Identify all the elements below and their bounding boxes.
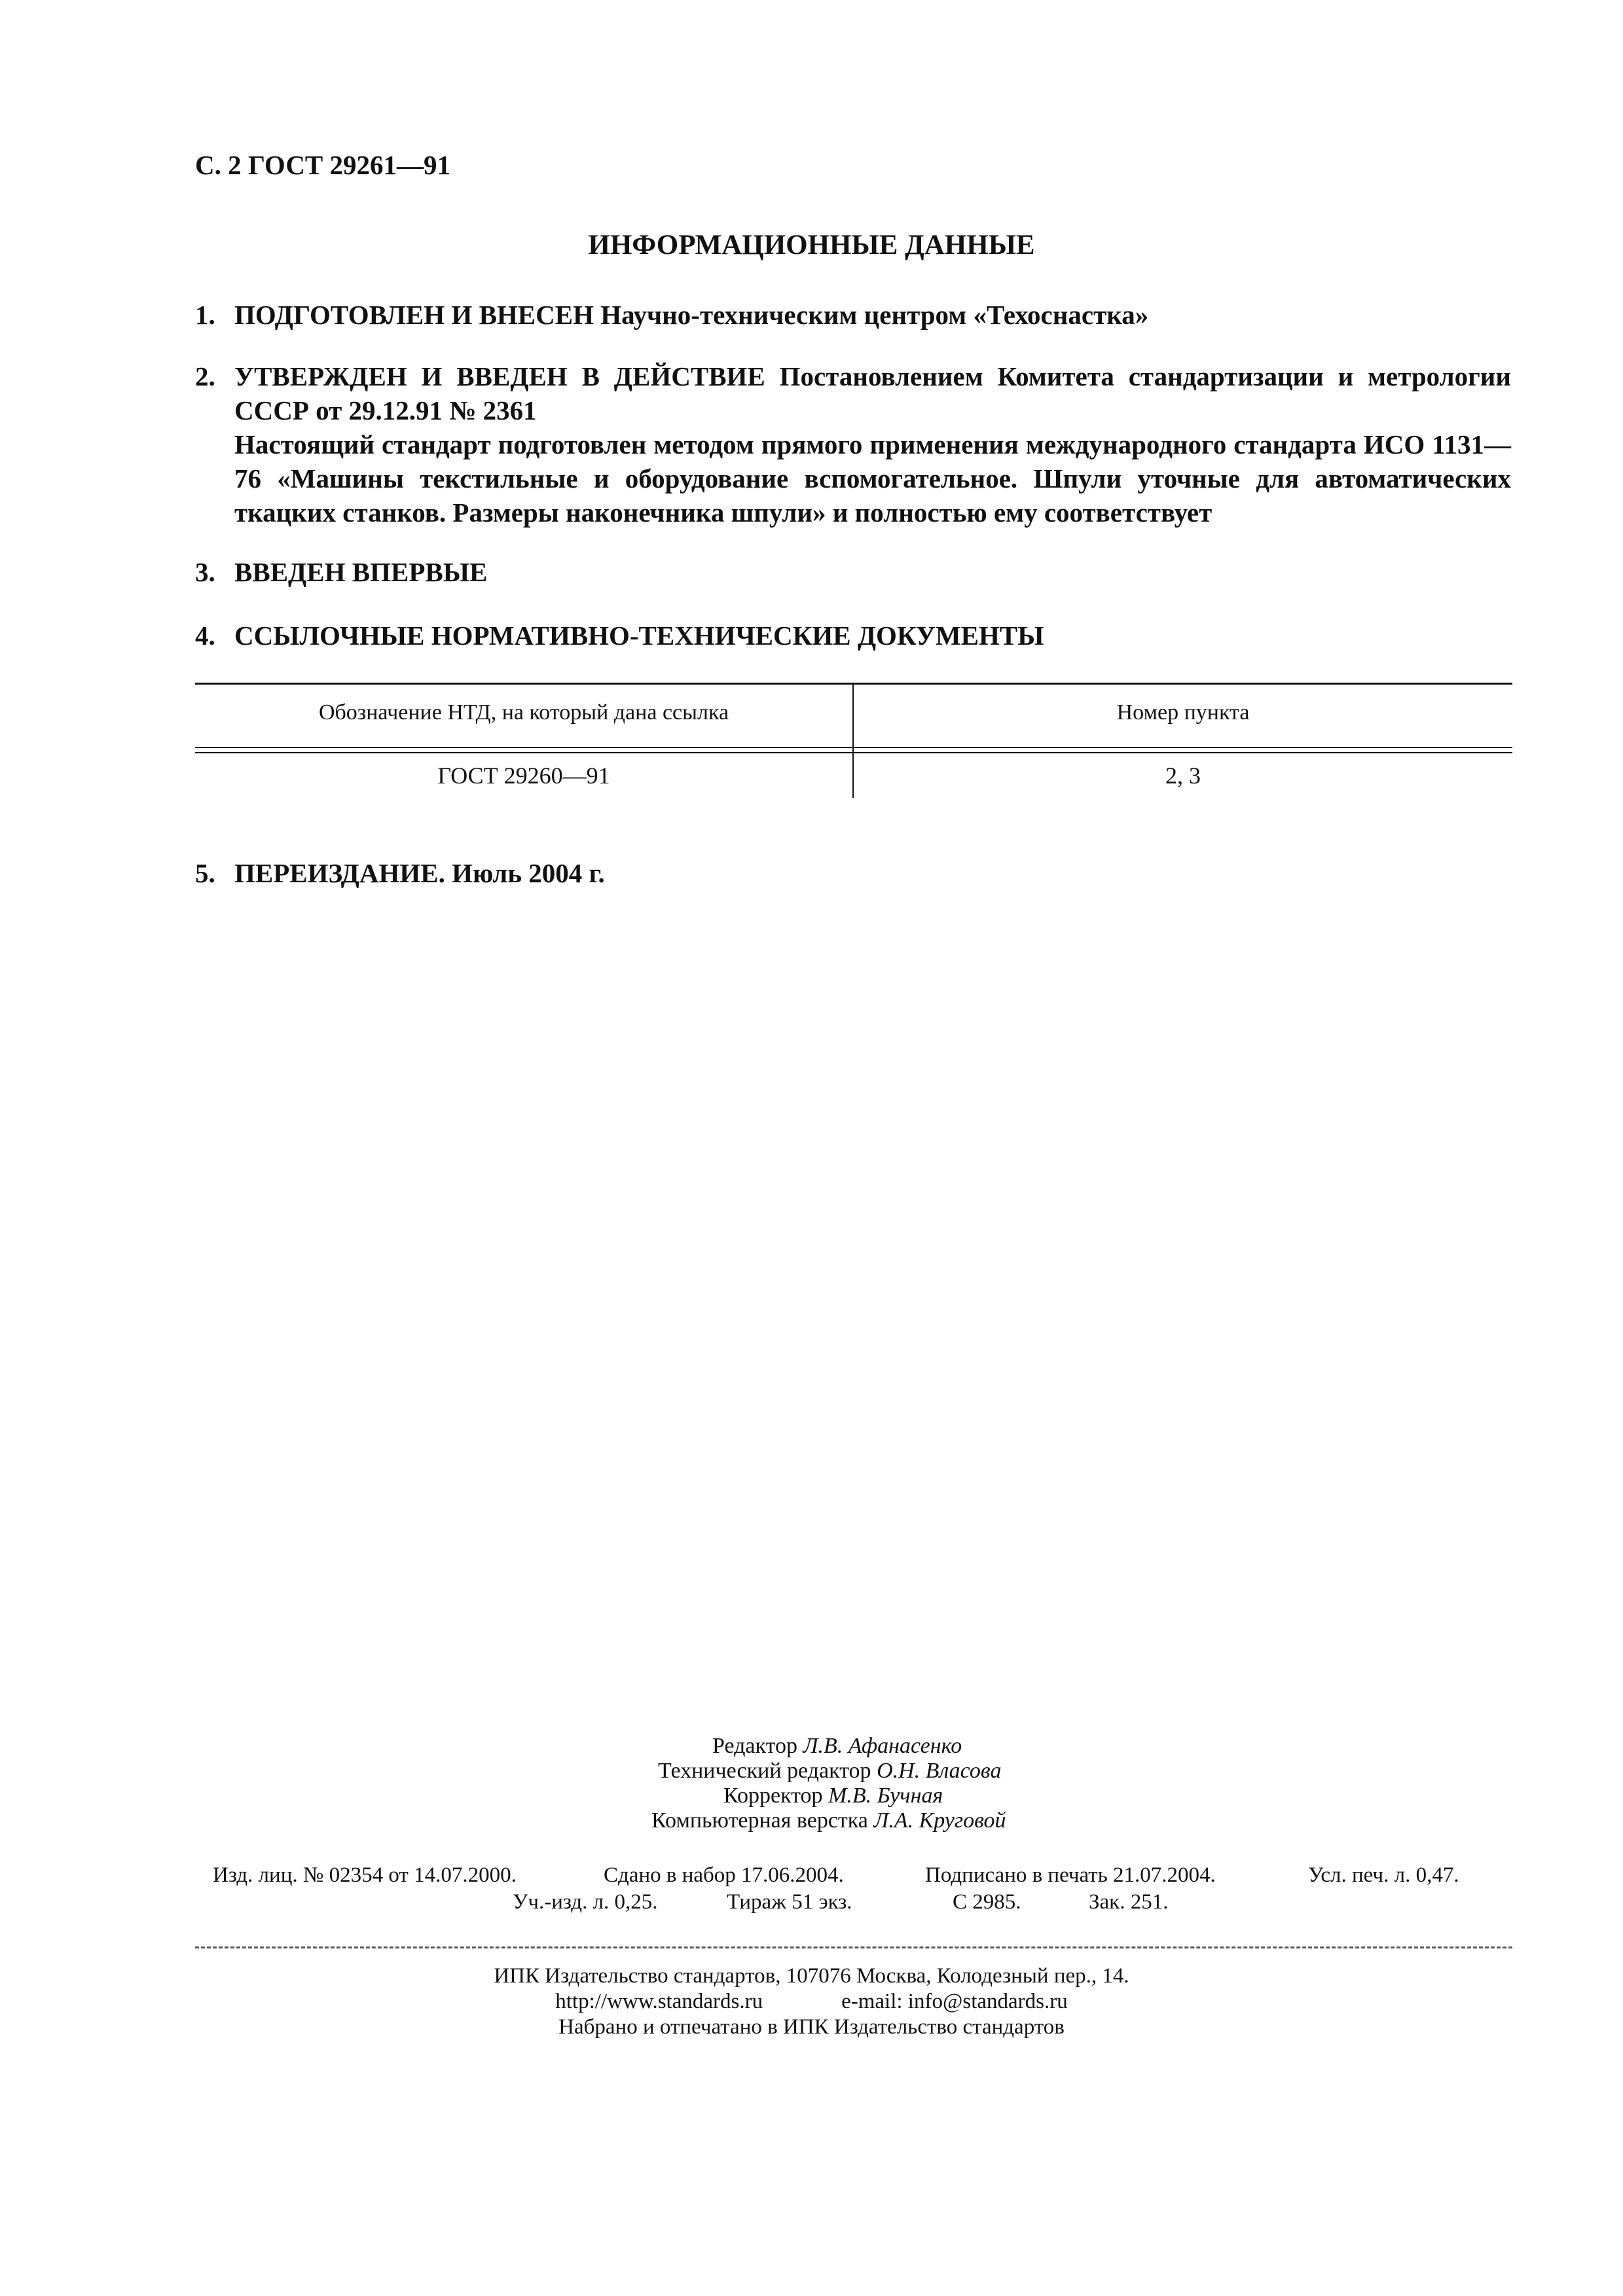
publisher-url: http://www.standards.ru bbox=[555, 1990, 763, 2013]
item-text: Постановлением Комитета стандартизации и метрологии СССР от 29.12.91 № 2361 bbox=[234, 361, 1511, 425]
info-item-3 bbox=[195, 555, 1511, 589]
item-number: 3. bbox=[195, 557, 215, 587]
print-sheets: Усл. печ. л. 0,47. bbox=[1308, 1863, 1459, 1887]
item-text: Июль 2004 г. bbox=[452, 858, 605, 888]
print-date: Подписано в печать 21.07.2004. bbox=[925, 1863, 1216, 1887]
footer-divider bbox=[195, 1946, 1512, 1948]
credit-tech-editor: Технический редактор О.Н. Власова bbox=[658, 1759, 1002, 1783]
info-item-5 bbox=[195, 856, 1511, 890]
item-note: Настоящий стандарт подготовлен методом прямого применения международного стандарта ИСО 1131—76 «Машины текстильные и оборудование вспомогательное. Шпули уточные для автоматических ткацких станков. Размеры наконечника шпули» и полностью ему соответствует bbox=[234, 429, 1511, 528]
item-number: 1. bbox=[195, 300, 215, 330]
table-header-clause: Номер пункта bbox=[1116, 700, 1250, 725]
publisher-address: ИПК Издательство стандартов, 107076 Москва, Колодезный пер., 14. bbox=[494, 1964, 1129, 1988]
item-heading: ПЕРЕИЗДАНИЕ. bbox=[234, 858, 445, 888]
info-item-1 bbox=[195, 298, 1511, 332]
item-number: 4. bbox=[195, 620, 215, 651]
item-heading: ССЫЛОЧНЫЕ НОРМАТИВНО-ТЕХНИЧЕСКИЕ ДОКУМЕНТЫ bbox=[234, 620, 1044, 651]
item-text: Научно-техническим центром «Техоснастка» bbox=[600, 300, 1149, 330]
table-header-designation: Обозначение НТД, на который дана ссылка bbox=[318, 700, 729, 725]
order-number: Зак. 251. bbox=[1089, 1890, 1169, 1914]
printing-note: Набрано и отпечатано в ИПК Издательство стандартов bbox=[558, 2015, 1065, 2039]
table-rule-top bbox=[195, 683, 1512, 685]
publisher-sheets: Уч.-изд. л. 0,25. bbox=[513, 1890, 658, 1914]
credit-layout: Компьютерная верстка Л.А. Круговой bbox=[651, 1808, 1006, 1833]
item-heading: ПОДГОТОВЛЕН И ВНЕСЕН bbox=[234, 300, 594, 330]
table-rule-header bbox=[195, 747, 1512, 748]
table-cell-clause: 2, 3 bbox=[1165, 762, 1201, 789]
print-run: Тираж 51 экз. bbox=[727, 1890, 852, 1914]
item-number: 5. bbox=[195, 858, 215, 888]
publisher-contacts bbox=[0, 1990, 1623, 2014]
page-header: С. 2 ГОСТ 29261—91 bbox=[195, 150, 451, 180]
code-number: С 2985. bbox=[953, 1890, 1021, 1914]
publisher-email: e-mail: info@standards.ru bbox=[841, 1990, 1068, 2013]
table-rule-header-double bbox=[195, 752, 1512, 753]
item-heading: УТВЕРЖДЕН И ВВЕДЕН В ДЕЙСТВИЕ bbox=[234, 361, 765, 391]
item-heading: ВВЕДЕН ВПЕРВЫЕ bbox=[234, 557, 488, 587]
license-info: Изд. лиц. № 02354 от 14.07.2000. bbox=[213, 1863, 517, 1887]
item-number: 2. bbox=[195, 361, 215, 391]
page-title: ИНФОРМАЦИОННЫЕ ДАННЫЕ bbox=[588, 230, 1035, 260]
credit-proofreader: Корректор М.В. Бучная bbox=[723, 1784, 943, 1808]
info-item-4 bbox=[195, 619, 1511, 653]
credit-editor: Редактор Л.В. Афанасенко bbox=[712, 1734, 962, 1758]
table-cell-designation: ГОСТ 29260—91 bbox=[437, 762, 610, 789]
typeset-date: Сдано в набор 17.06.2004. bbox=[604, 1863, 844, 1887]
info-item-2 bbox=[195, 359, 1511, 529]
